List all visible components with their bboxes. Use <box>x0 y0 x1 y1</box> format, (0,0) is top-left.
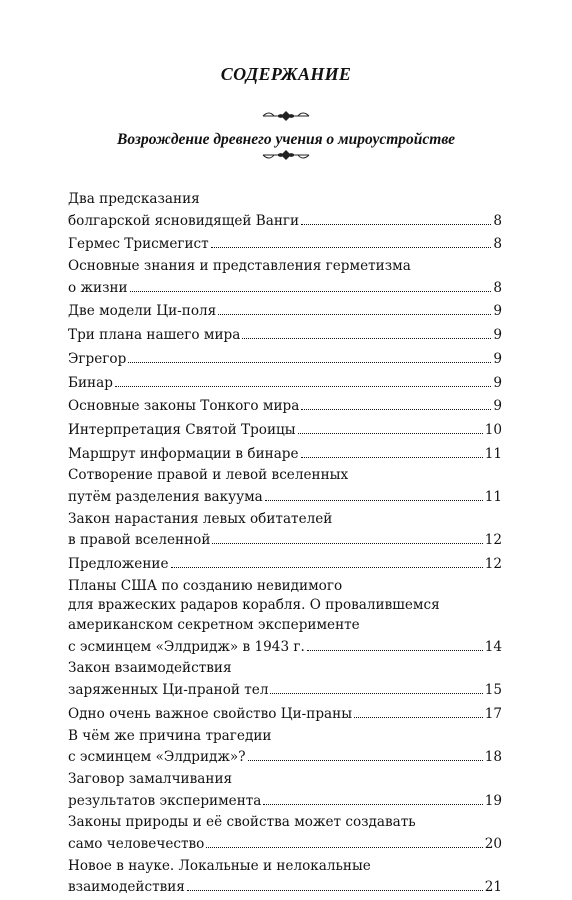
toc-entry-title: путём разделения вакуума <box>68 488 263 505</box>
dot-leader <box>115 372 491 387</box>
toc-entry-title: Две модели Ци-поля <box>68 303 217 320</box>
toc-entry[interactable] <box>68 553 502 573</box>
toc-entry-last-line <box>68 300 502 320</box>
toc-entry-line <box>68 510 502 530</box>
toc-entry-last-line <box>68 348 502 368</box>
toc-entry-title: Одно очень важное свойство Ци-праны <box>68 705 353 722</box>
toc-entry[interactable] <box>68 510 502 549</box>
toc-page-number: 10 <box>484 421 502 438</box>
toc-entry-title: Эгрегор <box>68 350 127 367</box>
dot-leader <box>130 277 492 292</box>
toc-entry-title: Основные знания и представления герметизма <box>68 258 411 275</box>
toc-entry[interactable] <box>68 372 502 392</box>
dot-leader <box>301 210 491 225</box>
toc-entry-last-line <box>68 233 502 253</box>
toc-entry-title: американском секретном эксперименте <box>68 617 360 634</box>
toc-entry-title: с эсминцем «Элдридж»? <box>68 749 246 766</box>
toc-page-number: 11 <box>484 445 502 462</box>
toc-entry-line <box>68 857 502 877</box>
dot-leader <box>171 553 483 568</box>
toc-entry-title: о жизни <box>68 279 128 296</box>
toc-page-number: 11 <box>484 488 502 505</box>
toc-entry-title: Планы США по созданию невидимого <box>68 577 343 594</box>
toc-entry-title: Гермес Трисмегист <box>68 236 209 253</box>
toc-entry-last-line <box>68 876 502 896</box>
toc-entry-title: Три плана нашего мира <box>68 327 241 344</box>
toc-entry-title: Заговор замалчивания <box>68 770 233 787</box>
toc-entry-last-line <box>68 790 502 810</box>
toc-page-number: 9 <box>493 374 502 391</box>
toc-entry-title: болгарской ясновидящей Ванги <box>68 212 300 229</box>
toc-entry[interactable] <box>68 466 502 505</box>
toc-entry[interactable] <box>68 703 502 723</box>
toc-entry-last-line <box>68 833 502 853</box>
toc-entry-last-line <box>68 636 502 656</box>
toc-page-number: 20 <box>484 835 502 852</box>
toc-entry-title: В чём же причина трагедии <box>68 727 272 744</box>
toc-entry-title: Основные законы Тонкого мира <box>68 398 300 415</box>
dot-leader <box>265 486 483 501</box>
toc-entry-line <box>68 257 502 277</box>
dot-leader <box>128 348 491 363</box>
dot-leader <box>187 876 483 891</box>
toc-page-number: 9 <box>493 350 502 367</box>
toc-entry-line <box>68 466 502 486</box>
toc-entry[interactable] <box>68 770 502 809</box>
toc-entry[interactable] <box>68 727 502 766</box>
toc-entry[interactable] <box>68 233 502 253</box>
toc-entry-last-line <box>68 529 502 549</box>
toc-entry-last-line <box>68 210 502 230</box>
toc-entry-line <box>68 190 502 210</box>
toc-entry[interactable] <box>68 348 502 368</box>
toc-page-number: 9 <box>493 327 502 344</box>
dot-leader <box>298 419 483 434</box>
toc-entry-line <box>68 770 502 790</box>
toc-entry-last-line <box>68 486 502 506</box>
toc-entry-title: с эсминцем «Элдридж» в 1943 г. <box>68 638 305 655</box>
toc-entry-line <box>68 616 502 636</box>
toc-entry-line <box>68 659 502 679</box>
toc-entry-line <box>68 727 502 747</box>
dot-leader <box>270 679 482 694</box>
toc-entry-last-line <box>68 553 502 573</box>
toc-entry[interactable] <box>68 659 502 698</box>
toc-entry[interactable] <box>68 419 502 439</box>
toc-entry-last-line <box>68 703 502 723</box>
toc-entry-title: в правой вселенной <box>68 532 211 549</box>
dot-leader <box>301 443 483 458</box>
toc-entry-title: Законы природы и её свойства может создавать <box>68 814 416 831</box>
toc-entry-title: Сотворение правой и левой вселенных <box>68 467 349 484</box>
toc-entry-line <box>68 596 502 616</box>
ornament-icon <box>259 110 313 122</box>
toc-entry-last-line <box>68 419 502 439</box>
table-of-contents <box>68 190 502 900</box>
toc-page-number: 19 <box>484 792 502 809</box>
toc-page-number: 8 <box>493 212 502 229</box>
section-title: Возрождение древнего учения о мироустройстве <box>117 131 455 148</box>
toc-entry-last-line <box>68 443 502 463</box>
toc-page-number: 21 <box>484 879 502 896</box>
toc-page-number: 8 <box>493 279 502 296</box>
toc-entry-last-line <box>68 372 502 392</box>
toc-entry-last-line <box>68 277 502 297</box>
dot-leader <box>301 395 491 410</box>
toc-entry-title: заряженных Ци-праной тел <box>68 682 269 699</box>
toc-entry[interactable] <box>68 257 502 296</box>
dot-leader <box>206 833 482 848</box>
toc-entry-last-line <box>68 324 502 344</box>
toc-entry-title: результатов эксперимента <box>68 792 262 809</box>
dot-leader <box>211 233 492 248</box>
toc-entry-last-line <box>68 746 502 766</box>
toc-entry-title: само человечество <box>68 835 205 852</box>
ornament-icon <box>259 149 313 161</box>
dot-leader <box>218 300 491 315</box>
toc-entry-last-line <box>68 679 502 699</box>
toc-entry-title: Предложение <box>68 556 169 572</box>
dot-leader <box>263 790 482 805</box>
toc-entry-last-line <box>68 395 502 415</box>
toc-page-number: 12 <box>484 556 502 572</box>
toc-page-number: 14 <box>484 638 502 655</box>
toc-entry-title: для вражеских радаров корабля. О провалившемся <box>68 597 440 614</box>
toc-entry[interactable] <box>68 443 502 463</box>
toc-entry-title: Закон взаимодействия <box>68 660 232 677</box>
toc-entry[interactable] <box>68 857 502 896</box>
dot-leader <box>212 529 482 544</box>
toc-page-number: 12 <box>484 532 502 549</box>
dot-leader <box>354 703 483 718</box>
toc-page-number: 17 <box>484 705 502 722</box>
toc-entry[interactable] <box>68 324 502 344</box>
toc-entry-title: Закон нарастания левых обитателей <box>68 510 333 527</box>
toc-page-number: 15 <box>484 682 502 699</box>
toc-entry[interactable] <box>68 577 502 656</box>
dot-leader <box>248 746 483 761</box>
toc-page-number: 9 <box>493 398 502 415</box>
contents-heading: СОДЕРЖАНИЕ <box>220 64 352 84</box>
toc-page-number: 18 <box>484 749 502 766</box>
toc-entry-title: Интерпретация Святой Троицы <box>68 421 296 438</box>
toc-entry[interactable] <box>68 190 502 229</box>
toc-page-number: 9 <box>493 303 502 320</box>
toc-entry-line <box>68 577 502 597</box>
toc-entry-title: взаимодействия <box>68 879 185 896</box>
toc-entry-title: Два предсказания <box>68 191 200 207</box>
toc-entry[interactable] <box>68 395 502 415</box>
toc-page-number: 8 <box>493 236 502 253</box>
toc-entry-line <box>68 813 502 833</box>
toc-entry-title: Маршрут информации в бинаре <box>68 445 299 462</box>
dot-leader <box>307 636 483 651</box>
toc-entry[interactable] <box>68 300 502 320</box>
toc-entry[interactable] <box>68 813 502 852</box>
toc-entry-title: Новое в науке. Локальные и нелокальные <box>68 857 371 874</box>
toc-entry-title: Бинар <box>68 374 113 391</box>
dot-leader <box>242 324 491 339</box>
